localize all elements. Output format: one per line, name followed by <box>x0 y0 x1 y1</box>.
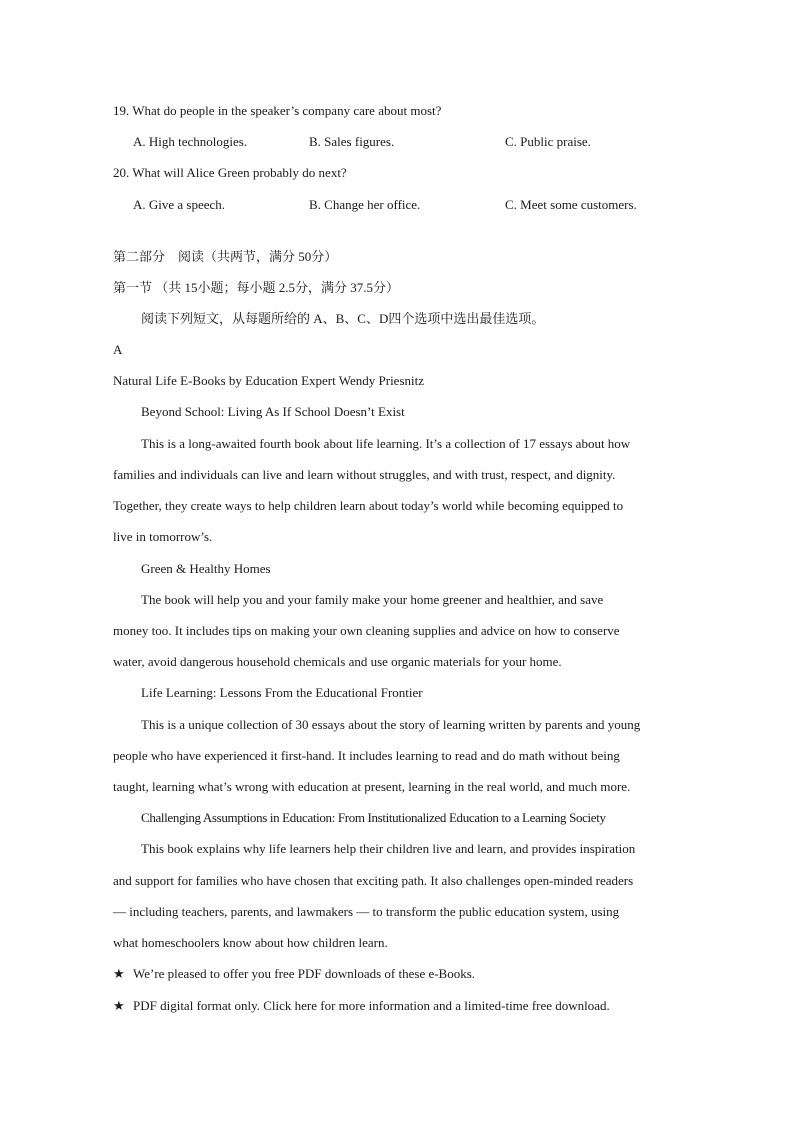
part-heading: 第二部分 阅读（共两节，满分 50分） <box>113 249 338 264</box>
question-19-option-b: B. Sales figures. <box>309 134 395 149</box>
question-19-stem: 19. What do people in the speaker’s company care about most? <box>113 103 442 118</box>
star-icon: ★ <box>113 966 125 981</box>
question-20-option-a: A. Give a speech. <box>133 197 226 212</box>
note-line <box>113 966 475 982</box>
passage-label: A <box>113 342 123 357</box>
book-description-line: what homeschoolers know about how children learn. <box>113 935 388 950</box>
book-title: Green & Healthy Homes <box>141 561 271 576</box>
section-heading: 第一节 （共 15小题；每小题 2.5分，满分 37.5分） <box>113 280 400 295</box>
reading-instruction: 阅读下列短文，从每题所给的 A、B、C、D四个选项中选出最佳选项。 <box>141 311 545 326</box>
book-title: Beyond School: Living As If School Doesn’t Exist <box>141 404 405 419</box>
book-description-line: people who have experienced it first-hand. It includes learning to read and do math without being <box>113 748 620 763</box>
book-description-line: This book explains why life learners help their children live and learn, and provides inspiration <box>141 841 636 856</box>
book-description-line: taught, learning what’s wrong with education at present, learning in the real world, and much more. <box>113 779 631 794</box>
note-text: We’re pleased to offer you free PDF downloads of these e-Books. <box>133 966 476 981</box>
book-description-line: families and individuals can live and learn without struggles, and with trust, respect, and dignity. <box>113 467 616 482</box>
book-description-line: and support for families who have chosen that exciting path. It also challenges open-minded readers <box>113 873 634 888</box>
note-line <box>113 998 610 1014</box>
book-description-line: Together, they create ways to help children learn about today’s world while becoming equipped to <box>113 498 624 513</box>
question-20-stem: 20. What will Alice Green probably do next? <box>113 165 347 180</box>
question-20-option-c: C. Meet some customers. <box>505 197 637 212</box>
book-title: Challenging Assumptions in Education: From Institutionalized Education to a Learning Society <box>141 810 606 825</box>
question-19-option-a: A. High technologies. <box>133 134 248 149</box>
note-text[interactable]: PDF digital format only. Click here for more information and a limited-time free download. <box>133 998 610 1013</box>
book-description-line: — including teachers, parents, and lawmakers — to transform the public education system, using <box>113 904 620 919</box>
passage-title: Natural Life E-Books by Education Expert Wendy Priesnitz <box>113 373 424 388</box>
book-description-line: money too. It includes tips on making your own cleaning supplies and advice on how to conserve <box>113 623 620 638</box>
book-description-line: live in tomorrow’s. <box>113 529 213 544</box>
star-icon: ★ <box>113 998 125 1013</box>
question-19-option-c: C. Public praise. <box>505 134 591 149</box>
book-title: Life Learning: Lessons From the Educational Frontier <box>141 685 423 700</box>
book-description-line: This is a unique collection of 30 essays about the story of learning written by parents and young <box>141 717 641 732</box>
book-description-line: This is a long-awaited fourth book about life learning. It’s a collection of 17 essays about how <box>141 436 631 451</box>
book-description-line: water, avoid dangerous household chemicals and use organic materials for your home. <box>113 654 562 669</box>
question-20-option-b: B. Change her office. <box>309 197 421 212</box>
book-description-line: The book will help you and your family make your home greener and healthier, and save <box>141 592 604 607</box>
